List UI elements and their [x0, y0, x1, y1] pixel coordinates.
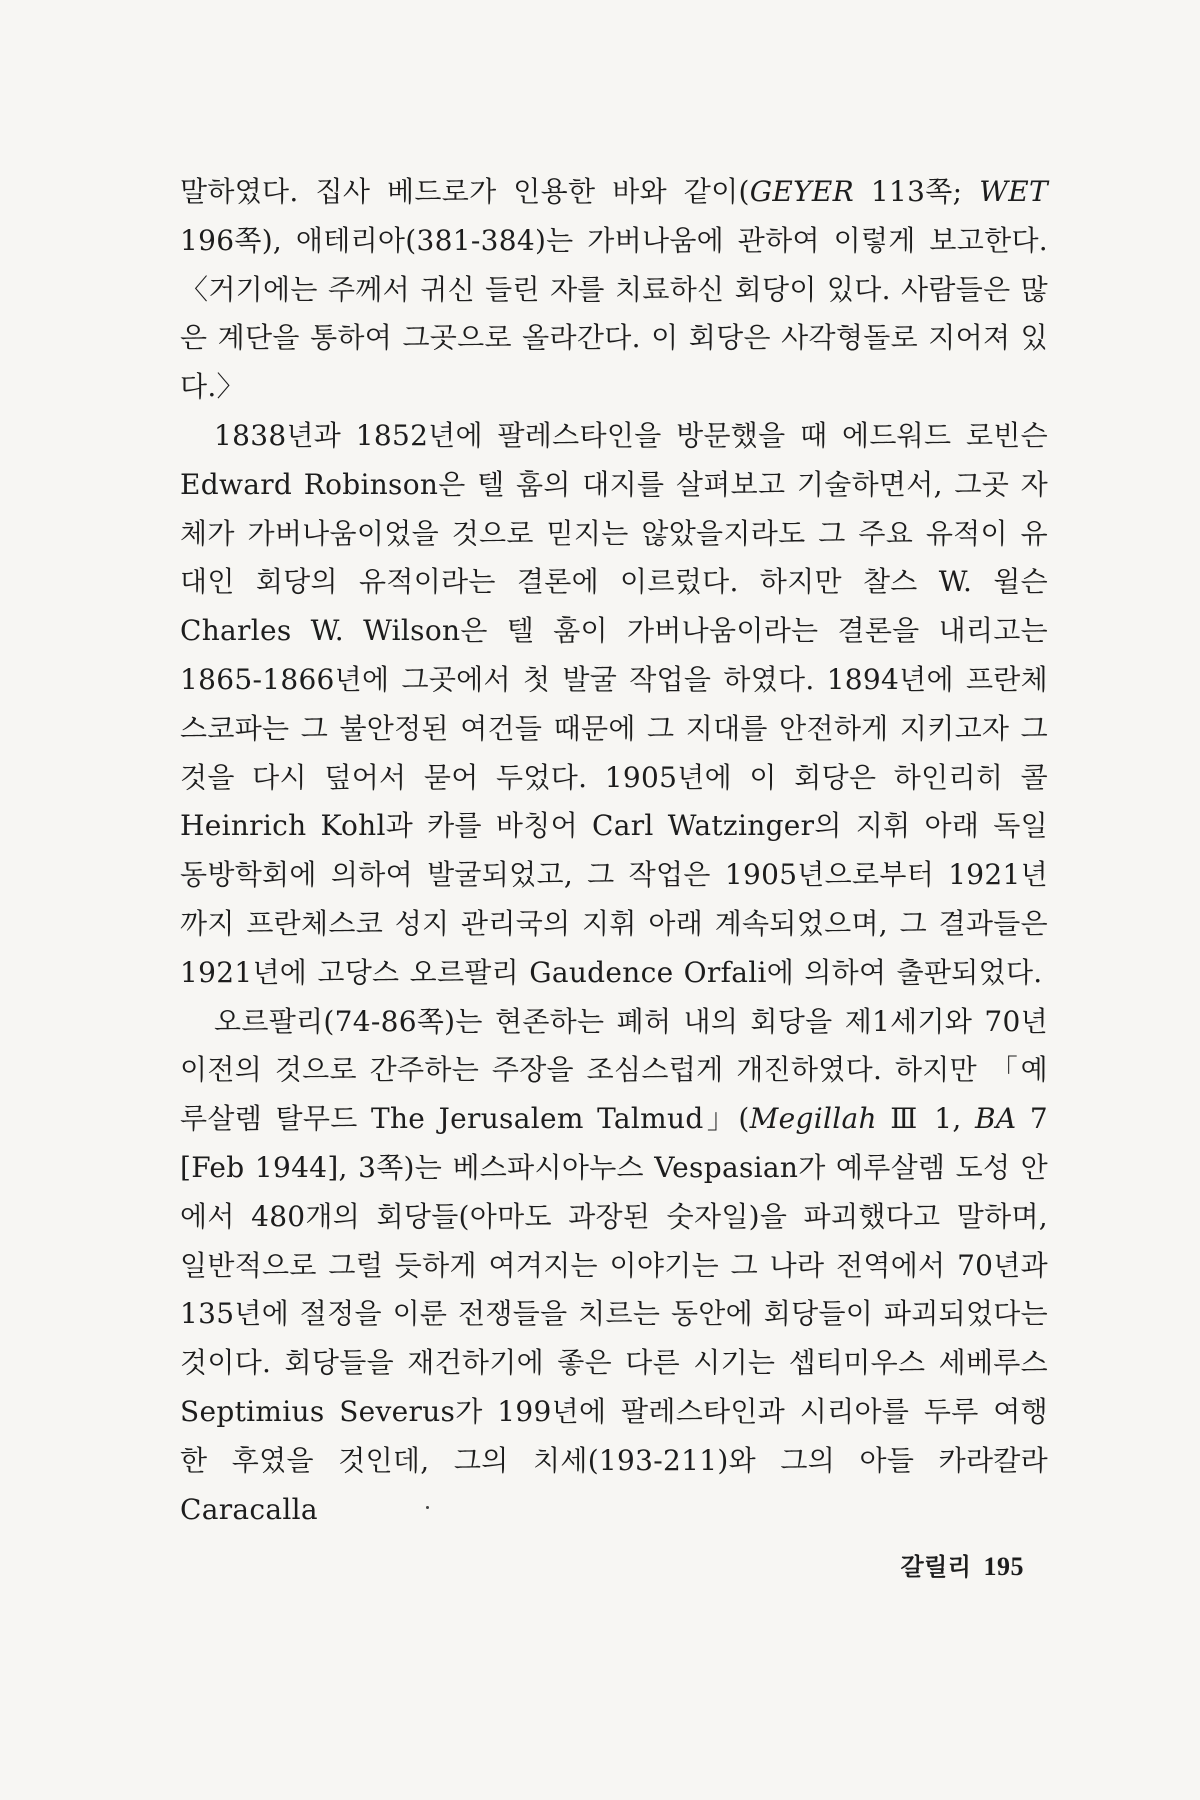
paragraph-3	[180, 998, 1048, 1535]
paragraph-1-part-c: 196쪽), 애테리아(381-384)는 가버나움에 관하여 이렇게 보고한다. 〈거기에는 주께서 귀신 들린 자를 치료하신 회당이 있다. 사람들은 많은 계단을 통하여 그곳으로 올라간다. 이 회당은 사각형돌로 지어져 있다.〉	[180, 223, 1048, 404]
page-footer	[900, 1547, 1024, 1582]
citation-wet: WET	[979, 175, 1049, 208]
paragraph-3-part-a: 오르팔리(74-86쪽)는 현존하는 폐허 내의 회당을 제1세기와 70년 이전의 것으로 간주하는 주장을 조심스럽게 개진하였다. 하지만 「예루살렘 탈무드 The Jerusalem Talmud」(	[180, 1004, 1048, 1136]
paragraph-2: 1838년과 1852년에 팔레스타인을 방문했을 때 에드워드 로빈슨 Edward Robinson은 텔 훔의 대지를 살펴보고 기술하면서, 그곳 자체가 가버나움이었을 것으로 믿지는 않았을지라도 그 주요 유적이 유대인 회당의 유적이라는 결론에 이르렀다. 하지만 찰스 W. 윌슨 Charles W. Wilson은 텔 훔이 가버나움이라는 결론을 내리고는 1865-1866년에 그곳에서 첫 발굴 작업을 하였다. 1894년에 프란체스코파는 그 불안정된 여건들 때문에 그 지대를 안전하게 지키고자 그것을 다시 덮어서 묻어 두었다. 1905년에 이 회당은 하인리히 콜 Heinrich Kohl과 카를 바칭어 Carl Watzinger의 지휘 아래 독일 동방학회에 의하여 발굴되었고, 그 작업은 1905년으로부터 1921년까지 프란체스코 성지 관리국의 지휘 아래 계속되었으며, 그 결과들은 1921년에 고당스 오르팔리 Gaudence Orfali에 의하여 출판되었다.	[180, 418, 1048, 989]
body-text	[180, 168, 1048, 1534]
page-number: 195	[983, 1552, 1024, 1581]
citation-megillah: Megillah	[749, 1102, 877, 1136]
running-footer-section: 갈릴리	[900, 1552, 972, 1581]
paragraph-3-part-b: Ⅲ 1,	[876, 1102, 976, 1136]
scan-speck	[426, 1506, 429, 1509]
citation-geyer: GEYER	[749, 175, 855, 208]
paragraph-1-part-a: 말하였다. 집사 베드로가 인용한 바와 같이(	[180, 175, 750, 208]
paragraph-1	[180, 168, 1048, 412]
paragraph-3-part-c: 7 [Feb 1944], 3쪽)는 베스파시아누스 Vespasian가 예루살렘 도성 안에서 480개의 회당들(아마도 과장된 숫자일)을 파괴했다고 말하며, 일반적으로 그럴 듯하게 여겨지는 이야기는 그 나라 전역에서 70년과 135년에 절정을 이룬 전쟁들을 치르는 동안에 회당들이 파괴되었다는 것이다. 회당들을 재건하기에 좋은 다른 시기는 셉티미우스 세베루스 Septimius Severus가 199년에 팔레스타인과 시리아를 두루 여행한 후였을 것인데, 그의 치세(193-211)와 그의 아들 카라칼라 Caracalla	[180, 1102, 1048, 1526]
paragraph-1-part-b: 113쪽;	[854, 175, 980, 208]
citation-ba: BA	[975, 1102, 1017, 1136]
